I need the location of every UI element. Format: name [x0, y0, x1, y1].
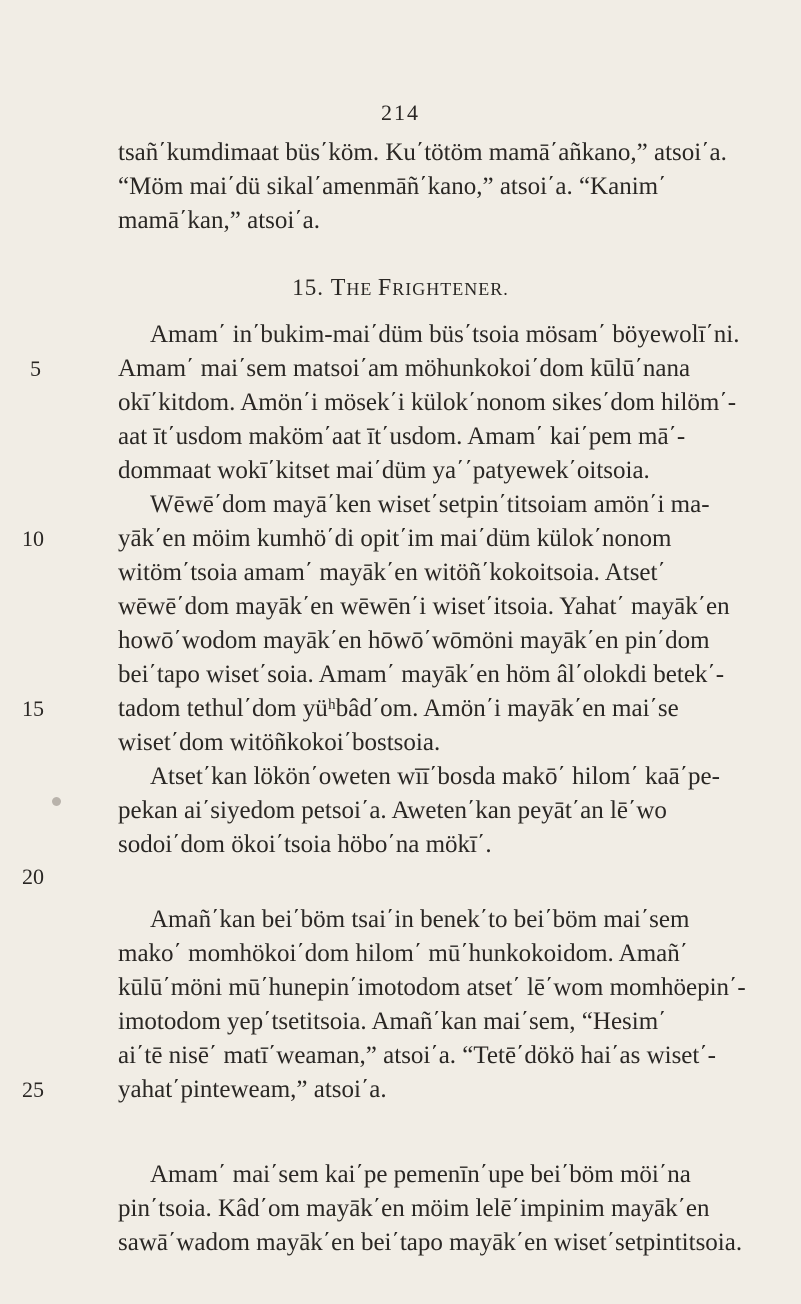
section-title-part: HE: [346, 279, 378, 299]
text-line: wiset΄dom witöñkokoi΄bostsoia.: [118, 729, 441, 756]
text-line: Atset΄kan lökön΄oweten wīī΄bosda makō΄ hilom΄ kaā΄pe-: [150, 763, 720, 790]
text-line: sodoi΄dom ökoi΄tsoia höbo΄na mökī΄.: [118, 831, 492, 858]
line-number: 20: [22, 864, 44, 889]
text-line: sawā΄wadom mayāk΄en bei΄tapo mayāk΄en wiset΄setpintitsoia.: [118, 1229, 743, 1256]
section-heading: [0, 273, 801, 304]
text-line: mako΄ momhökoi΄dom hilom΄ mū΄hunkokoidom. Amañ΄: [118, 940, 689, 967]
text-line: aat īt΄usdom maköm΄aat īt΄usdom. Amam΄ kai΄pem mā΄-: [118, 423, 686, 450]
text-line: mamā΄kan,” atsoi΄a.: [118, 207, 320, 234]
line-number: 5: [30, 356, 41, 381]
page-number: 214: [381, 100, 420, 125]
line-number: 25: [22, 1077, 44, 1102]
text-line: Amam΄ mai΄sem kai΄pe pemenīn΄upe bei΄böm möi΄na: [150, 1161, 691, 1188]
text-line: imotodom yep΄tsetitsoia. Amañ΄kan mai΄sem, “Hesim΄: [118, 1008, 667, 1035]
text-line: Amam΄ mai΄sem matsoi΄am möhunkokoi΄dom kūlū΄nana: [118, 355, 691, 382]
text-line: okī΄kitdom. Amön΄i mösek΄i külok΄nonom sikes΄dom hilöm΄-: [118, 389, 737, 416]
text-line: “Möm mai΄dü sikal΄amenmāñ΄kano,” atsoi΄a. “Kanim΄: [118, 173, 667, 200]
text-line: ai΄tē nisē΄ matī΄weaman,” atsoi΄a. “Tetē΄dökö hai΄as wiset΄-: [118, 1042, 716, 1069]
line-number: 10: [22, 526, 44, 551]
text-line: pekan ai΄siyedom petsoi΄a. Aweten΄kan peyāt΄an lē΄wo: [118, 797, 667, 824]
text-line: dommaat wokī΄kitset mai΄düm ya΄΄patyewek΄oitsoia.: [118, 457, 650, 484]
text-line: yāk΄en möim kumhö΄di opit΄im mai΄düm külok΄nonom: [118, 525, 672, 552]
text-line: bei΄tapo wiset΄soia. Amam΄ mayāk΄en höm âl΄olokdi betek΄-: [118, 661, 725, 688]
text-line: witöm΄tsoia amam΄ mayāk΄en witöñ΄kokoitsoia. Atset΄: [118, 559, 666, 586]
section-title-part: RIGHTENER.: [392, 279, 509, 299]
text-line: tsañ΄kumdimaat büs΄köm. Ku΄tötöm mamā΄añkano,” atsoi΄a.: [118, 139, 727, 166]
ink-blot: [52, 797, 61, 806]
text-line: Amañ΄kan bei΄böm tsai΄in benek΄to bei΄böm mai΄sem: [150, 906, 690, 933]
text-line: kūlū΄möni mū΄hunepin΄imotodom atset΄ lē΄wom momhöepin΄-: [118, 974, 746, 1001]
section-title-initial: F: [377, 275, 393, 301]
text-line: howō΄wodom mayāk΄en hōwō΄wōmöni mayāk΄en pin΄dom: [118, 627, 710, 654]
line-number: 15: [22, 696, 44, 721]
text-line: pin΄tsoia. Kâd΄om mayāk΄en möim lelē΄impinim mayāk΄en: [118, 1195, 710, 1222]
text-line: Amam΄ in΄bukim-mai΄düm büs΄tsoia mösam΄ böyewolī΄ni.: [150, 321, 740, 348]
text-line: yahat΄pinteweam,” atsoi΄a.: [118, 1076, 387, 1103]
section-number: 15.: [292, 275, 324, 300]
text-line: tadom tethul΄dom yüʰbâd΄om. Amön΄i mayāk΄en mai΄se: [118, 695, 679, 722]
text-line: wēwē΄dom mayāk΄en wēwēn΄i wiset΄itsoia. Yahat΄ mayāk΄en: [118, 593, 730, 620]
section-title-initial: T: [330, 275, 347, 301]
text-line: Wēwē΄dom mayā΄ken wiset΄setpin΄titsoiam amön΄i ma-: [150, 491, 710, 518]
